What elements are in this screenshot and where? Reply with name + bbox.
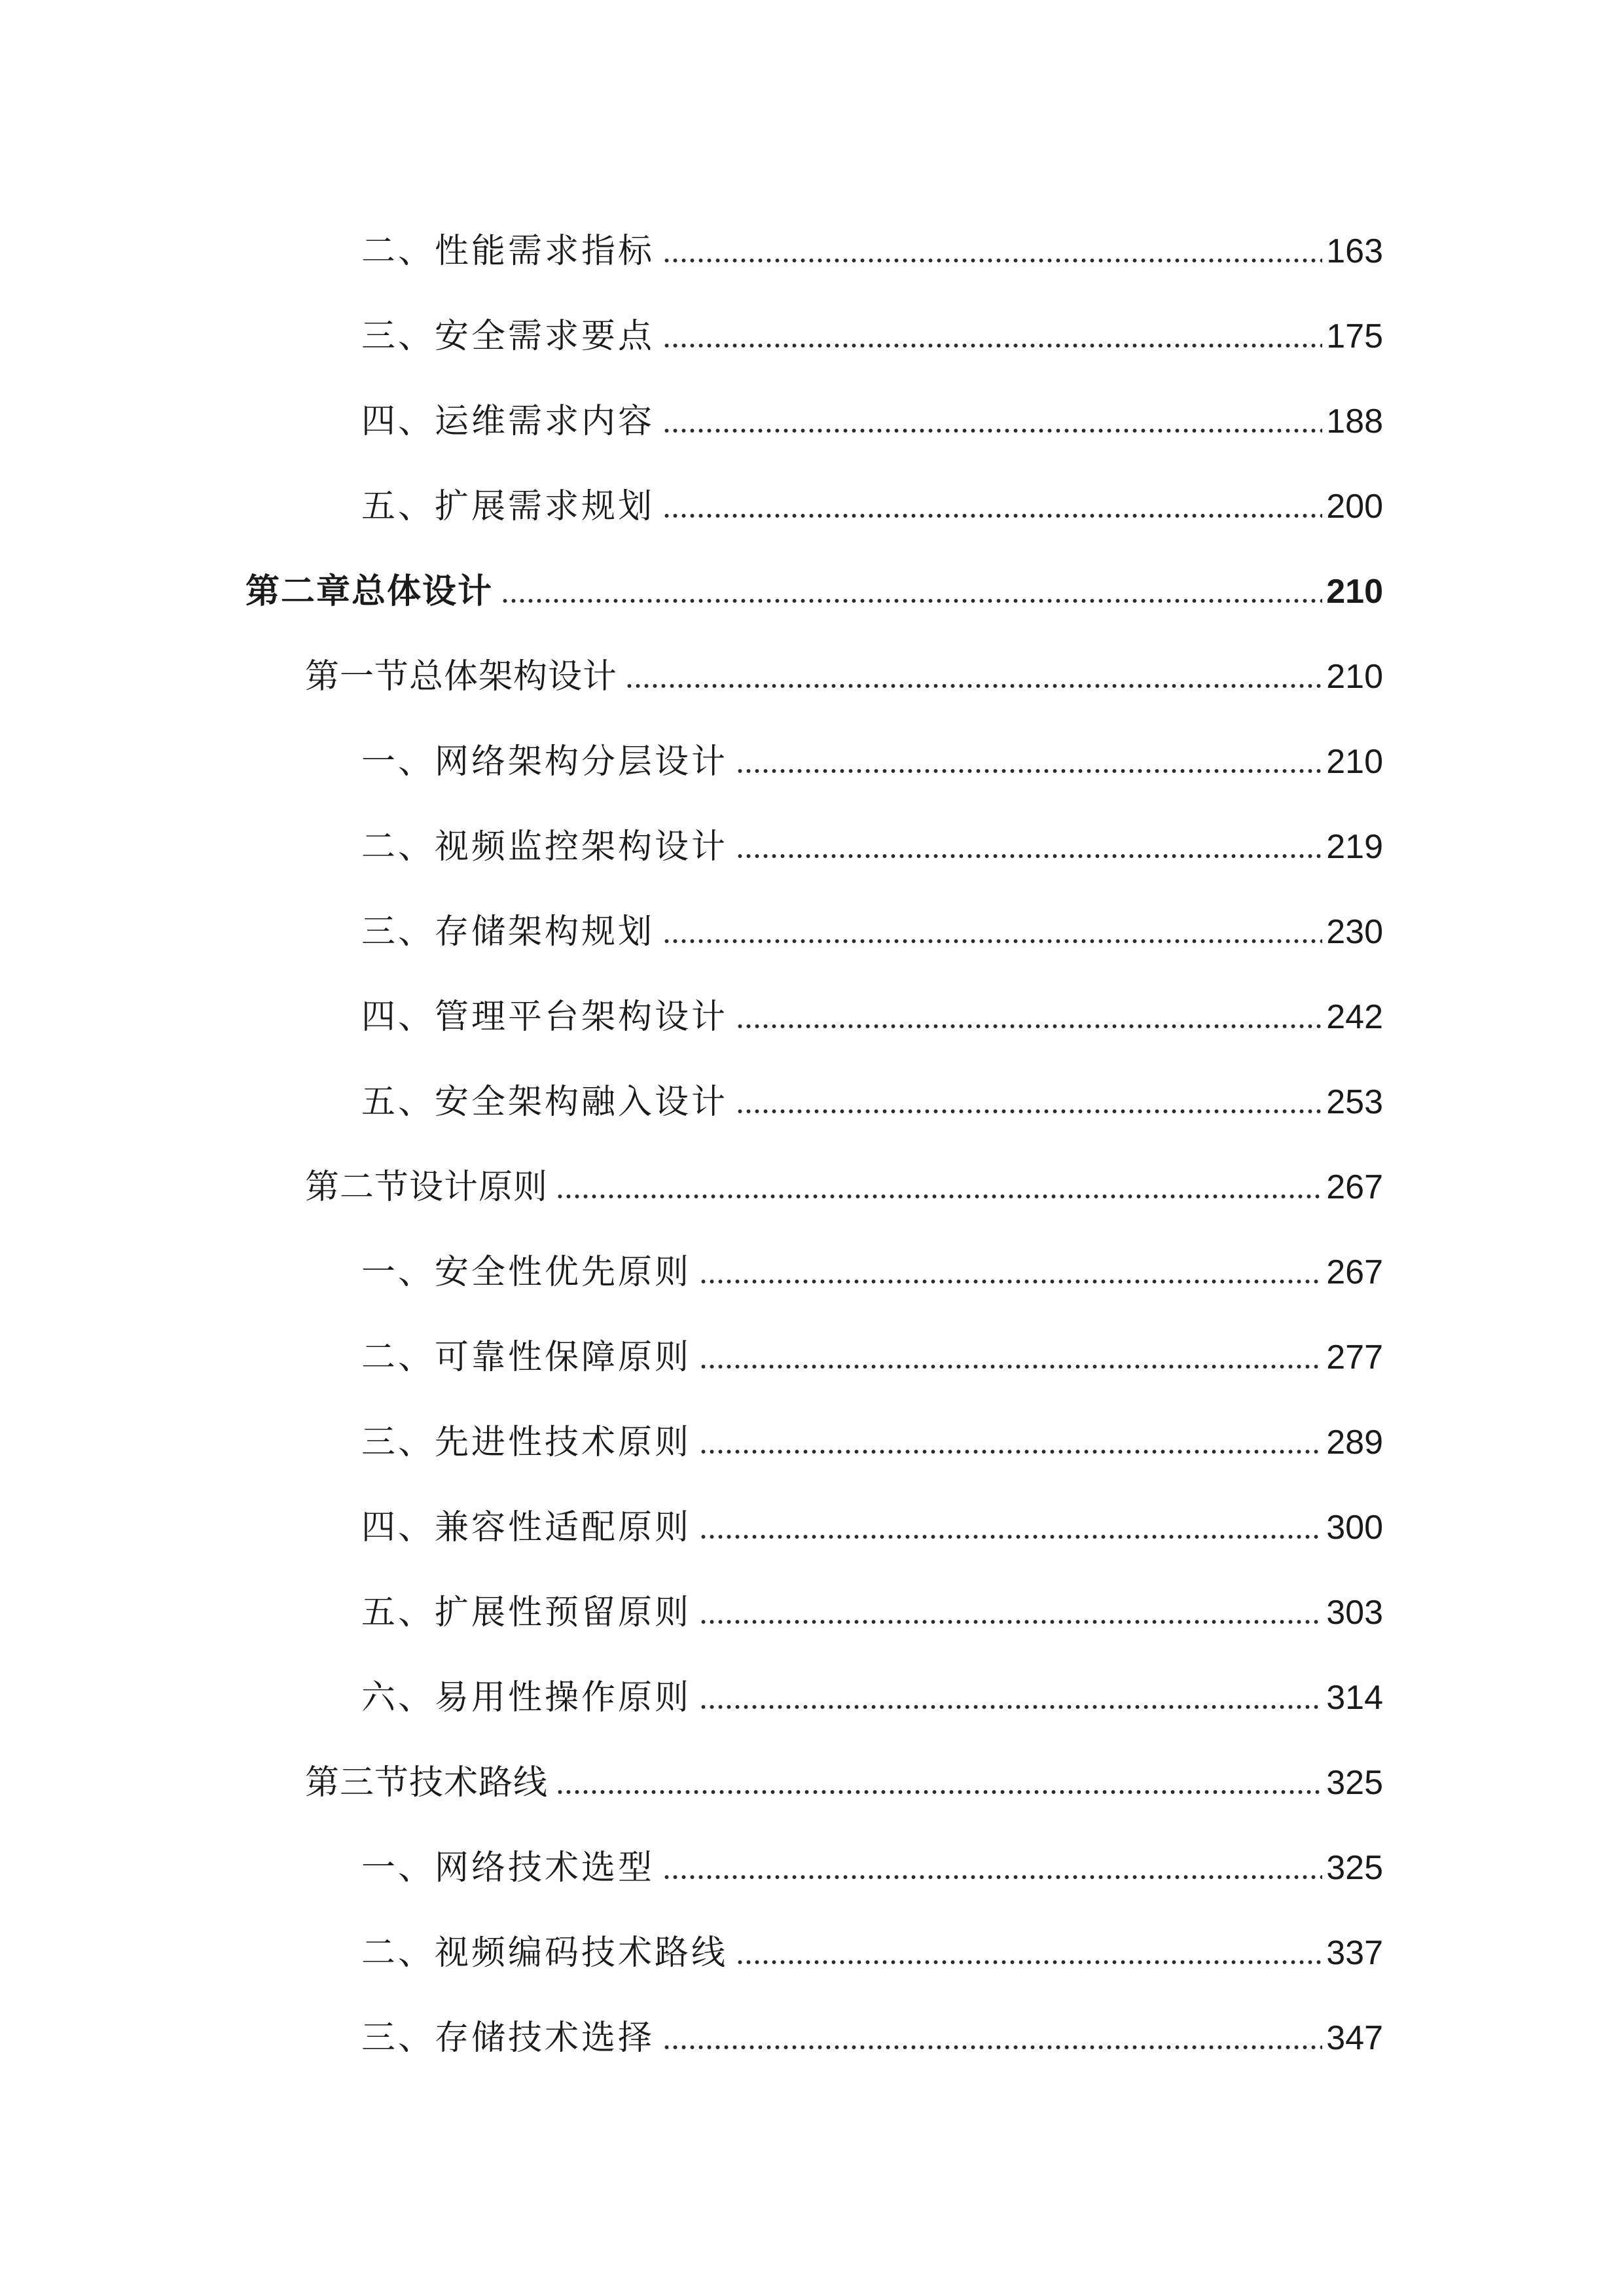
toc-entry-title: 三、存储架构规划 — [361, 912, 655, 952]
dot-leader — [662, 258, 1322, 263]
dot-leader — [662, 1874, 1322, 1880]
toc-entry-title: 三、先进性技术原则 — [361, 1423, 692, 1462]
toc-entry-page: 242 — [1326, 998, 1383, 1036]
toc-entry-page: 303 — [1326, 1594, 1383, 1632]
toc-entry-title: 第一节总体架构设计 — [305, 657, 618, 696]
toc-entry-network-tech[interactable] — [361, 1833, 1383, 1888]
toc-entry-compatibility-principle[interactable] — [361, 1492, 1383, 1545]
toc-entry-page: 200 — [1326, 488, 1383, 526]
toc-entry-page: 188 — [1326, 403, 1383, 440]
toc-entry-page: 289 — [1326, 1424, 1383, 1462]
toc-entry-advanced-principle[interactable] — [361, 1407, 1383, 1460]
dot-leader — [699, 1364, 1322, 1369]
toc-entry-page: 219 — [1326, 828, 1383, 866]
toc-entry-expansion-requirements[interactable] — [361, 471, 1383, 524]
toc-entry-ops-requirements[interactable] — [361, 386, 1383, 439]
toc-entry-title: 一、安全性优先原则 — [361, 1253, 692, 1292]
toc-entry-performance-requirements[interactable] — [361, 216, 1383, 271]
toc-entry-title: 第二章总体设计 — [245, 572, 494, 611]
toc-entry-platform-architecture[interactable] — [361, 982, 1383, 1037]
toc-entry-page: 325 — [1326, 1849, 1383, 1887]
toc-entry-page: 325 — [1326, 1764, 1383, 1802]
toc-entry-title: 五、安全架构融入设计 — [361, 1083, 729, 1122]
toc-entry-page: 210 — [1326, 743, 1383, 781]
toc-entry-title: 四、管理平台架构设计 — [361, 997, 729, 1037]
toc-entry-video-architecture[interactable] — [361, 812, 1383, 867]
toc-entry-title: 五、扩展需求规划 — [361, 487, 655, 526]
dot-leader — [699, 1449, 1322, 1454]
toc-entry-network-layering[interactable] — [361, 726, 1383, 779]
toc-entry-page: 175 — [1326, 317, 1383, 355]
toc-entry-page: 253 — [1326, 1083, 1383, 1121]
toc-entry-title: 二、视频监控架构设计 — [361, 827, 729, 867]
dot-leader — [662, 2045, 1322, 2050]
dot-leader — [662, 343, 1322, 348]
dot-leader — [699, 1279, 1322, 1284]
toc-entry-title: 二、性能需求指标 — [361, 232, 655, 271]
toc-entry-title: 第三节技术路线 — [305, 1763, 549, 1803]
toc-entry-page: 267 — [1326, 1253, 1383, 1291]
dot-leader — [736, 853, 1322, 859]
toc-entry-page: 300 — [1326, 1509, 1383, 1547]
toc-entry-title: 第二节设计原则 — [305, 1168, 549, 1207]
dot-leader — [736, 768, 1322, 774]
toc-entry-title: 五、扩展性预留原则 — [361, 1593, 692, 1632]
toc-entry-section-1[interactable] — [305, 641, 1383, 694]
toc-entry-title: 六、易用性操作原则 — [361, 1678, 692, 1717]
toc-entry-page: 314 — [1326, 1679, 1383, 1717]
dot-leader — [556, 1789, 1322, 1795]
dot-leader — [625, 683, 1322, 689]
dot-leader — [736, 1024, 1322, 1029]
toc-entry-page: 210 — [1326, 573, 1383, 611]
toc-entry-title: 一、网络架构分层设计 — [361, 742, 729, 781]
toc-entry-section-2[interactable] — [305, 1152, 1383, 1207]
dot-leader — [699, 1619, 1322, 1624]
toc-entry-security-architecture[interactable] — [361, 1067, 1383, 1122]
dot-leader — [662, 939, 1322, 944]
toc-entry-page: 267 — [1326, 1168, 1383, 1206]
dot-leader — [556, 1194, 1322, 1199]
toc-entry-title: 一、网络技术选型 — [361, 1848, 655, 1888]
toc-entry-security-principle[interactable] — [361, 1237, 1383, 1292]
toc-entry-chapter-2[interactable] — [245, 556, 1383, 609]
toc-entry-storage-tech[interactable] — [361, 2003, 1383, 2058]
toc-entry-page: 347 — [1326, 2019, 1383, 2057]
dot-leader — [699, 1534, 1322, 1539]
toc-entry-page: 277 — [1326, 1338, 1383, 1376]
toc-entry-page: 163 — [1326, 232, 1383, 270]
dot-leader — [736, 1960, 1322, 1965]
toc-entry-title: 四、运维需求内容 — [361, 402, 655, 441]
toc-entry-page: 337 — [1326, 1934, 1383, 1972]
toc-entry-page: 210 — [1326, 658, 1383, 696]
toc-entry-scalability-principle[interactable] — [361, 1577, 1383, 1630]
toc-entry-page: 230 — [1326, 913, 1383, 951]
toc-entry-security-requirements[interactable] — [361, 301, 1383, 356]
toc-entry-title: 二、视频编码技术路线 — [361, 1933, 729, 1973]
toc-entry-title: 四、兼容性适配原则 — [361, 1508, 692, 1547]
toc-entry-usability-principle[interactable] — [361, 1662, 1383, 1715]
dot-leader — [662, 513, 1322, 518]
toc-entry-storage-architecture[interactable] — [361, 897, 1383, 952]
toc-entry-reliability-principle[interactable] — [361, 1322, 1383, 1377]
toc-entry-title: 三、安全需求要点 — [361, 317, 655, 356]
dot-leader — [736, 1109, 1322, 1114]
toc-entry-video-encoding[interactable] — [361, 1918, 1383, 1973]
dot-leader — [662, 428, 1322, 433]
toc-entry-title: 三、存储技术选择 — [361, 2018, 655, 2058]
toc-entry-section-3[interactable] — [305, 1748, 1383, 1803]
dot-leader — [501, 598, 1322, 603]
dot-leader — [699, 1704, 1322, 1710]
toc-entry-title: 二、可靠性保障原则 — [361, 1338, 692, 1377]
